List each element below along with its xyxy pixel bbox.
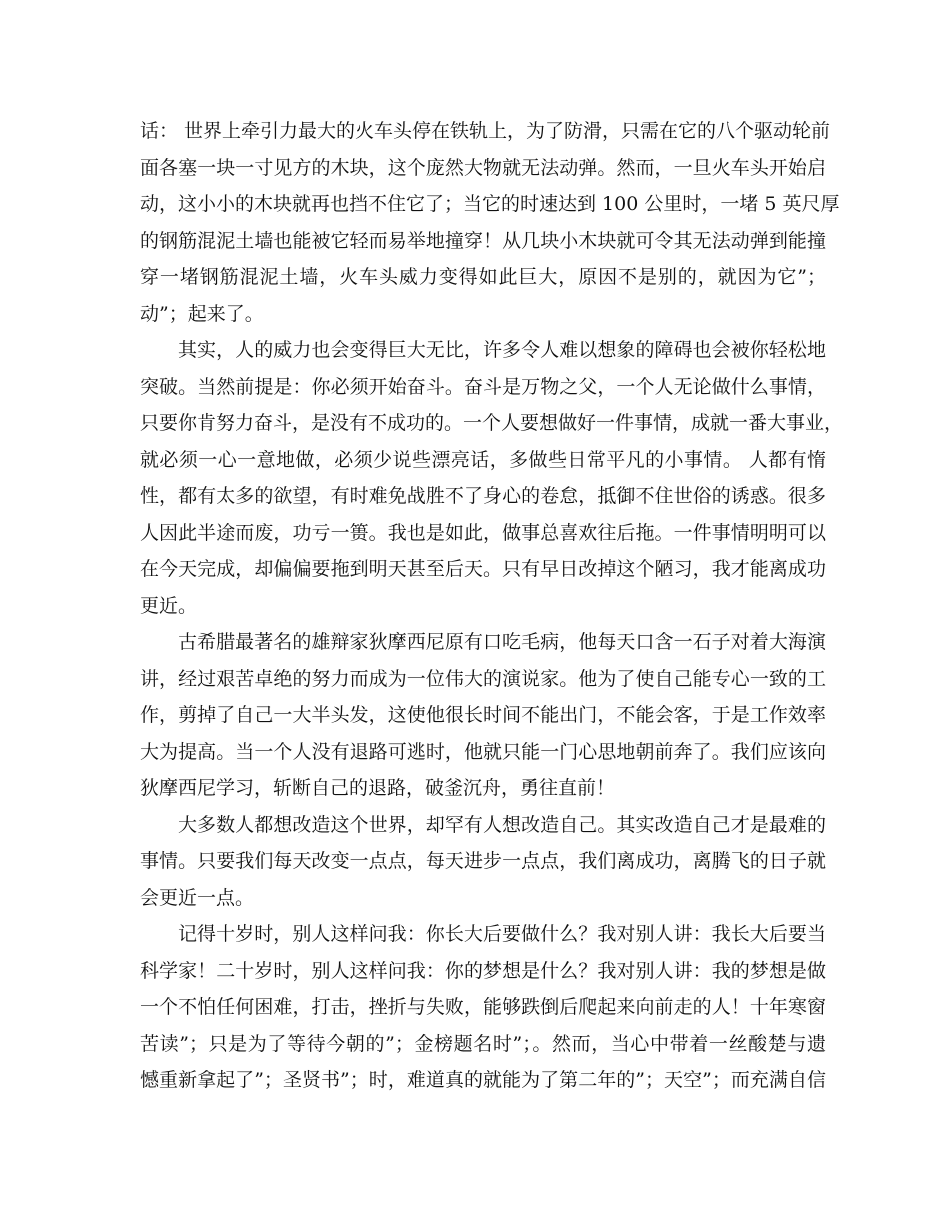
text-line: 其实，人的威力也会变得巨大无比，许多令人难以想象的障碍也会被你轻松地 xyxy=(178,339,826,361)
text-line: 话： 世界上牵引力最大的火车头停在铁轨上，为了防滑，只需在它的八个驱动轮前 xyxy=(140,120,831,142)
paragraph-1 xyxy=(140,113,840,332)
text-line: 科学家！二十岁时，别人这样问我：你的梦想是什么？我对别人讲：我的梦想是做 xyxy=(140,959,826,982)
text-line: 更近。 xyxy=(140,594,198,617)
text-line: 人因此半途而废，功亏一篑。我也是如此，做事总喜欢往后拖。一件事情明明可以 xyxy=(140,521,826,544)
paragraph-4 xyxy=(140,807,826,917)
text-line: 憾重新拿起了”；圣贤书”；时，难道真的就能为了第二年的”；天空”；而充满自信 xyxy=(140,1069,826,1091)
text-line: 大为提高。当一个人没有退路可逃时，他就只能一门心思地朝前奔了。我们应该向 xyxy=(140,740,826,763)
paragraph-5 xyxy=(140,916,826,1099)
text-line: 狄摩西尼学习，斩断自己的退路，破釜沉舟，勇往直前！ xyxy=(140,777,616,799)
text-line: 作，剪掉了自己一大半头发，这使他很长时间不能出门，不能会客，于是工作效率 xyxy=(140,704,826,726)
text-line: 性，都有太多的欲望，有时难免战胜不了身心的卷怠，抵御不住世俗的诱惑。很多 xyxy=(140,485,826,507)
text-line: 会更近一点。 xyxy=(140,886,255,909)
document-body xyxy=(140,113,844,1099)
text-line: 古希腊最著名的雄辩家狄摩西尼原有口吃毛病，他每天口含一石子对着大海演 xyxy=(178,631,826,653)
text-line: 动，这小小的木块就再也挡不住它了；当它的时速达到 100 公里时，一堵 5 英尺厚 xyxy=(140,193,840,215)
paragraph-2 xyxy=(140,332,844,624)
text-line: 动”；起来了。 xyxy=(140,302,264,325)
paragraph-3 xyxy=(140,624,826,807)
text-line: 大多数人都想改造这个世界，却罕有人想改造自己。其实改造自己才是最难的 xyxy=(178,813,826,836)
text-line: 面各塞一块一寸见方的木块，这个庞然大物就无法动弹。然而，一旦火车头开始启 xyxy=(140,156,826,179)
text-line: 的钢筋混泥土墙也能被它轻而易举地撞穿！从几块小木块就可令其无法动弹到能撞 xyxy=(140,229,826,252)
text-line: 突破。当然前提是：你必须开始奋斗。奋斗是万物之父，一个人无论做什么事情， xyxy=(140,375,826,398)
text-line: 讲，经过艰苦卓绝的努力而成为一位伟大的演说家。他为了使自己能专心一致的工 xyxy=(140,667,826,690)
text-line: 事情。只要我们每天改变一点点，每天进步一点点，我们离成功，离腾飞的日子就 xyxy=(140,850,826,872)
text-line: 记得十岁时，别人这样问我：你长大后要做什么？我对别人讲：我长大后要当 xyxy=(178,923,826,945)
text-line: 一个不怕任何困难，打击，挫折与失败，能够跌倒后爬起来向前走的人！十年寒窗 xyxy=(140,996,826,1018)
text-line: 在今天完成，却偏偏要拖到明天甚至后天。只有早日改掉这个陋习，我才能离成功 xyxy=(140,558,826,580)
text-line: 苦读”；只是为了等待今朝的”；金榜题名时”；。然而，当心中带着一丝酸楚与遗 xyxy=(140,1032,826,1055)
text-line: 穿一堵钢筋混泥土墙，火车头威力变得如此巨大，原因不是别的，就因为它”； xyxy=(140,266,826,288)
text-line: 就必须一心一意地做，必须少说些漂亮话，多做些日常平凡的小事情。 人都有惰 xyxy=(140,448,826,471)
text-line: 只要你肯努力奋斗，是没有不成功的。一个人要想做好一件事情，成就一番大事业， xyxy=(140,412,844,434)
